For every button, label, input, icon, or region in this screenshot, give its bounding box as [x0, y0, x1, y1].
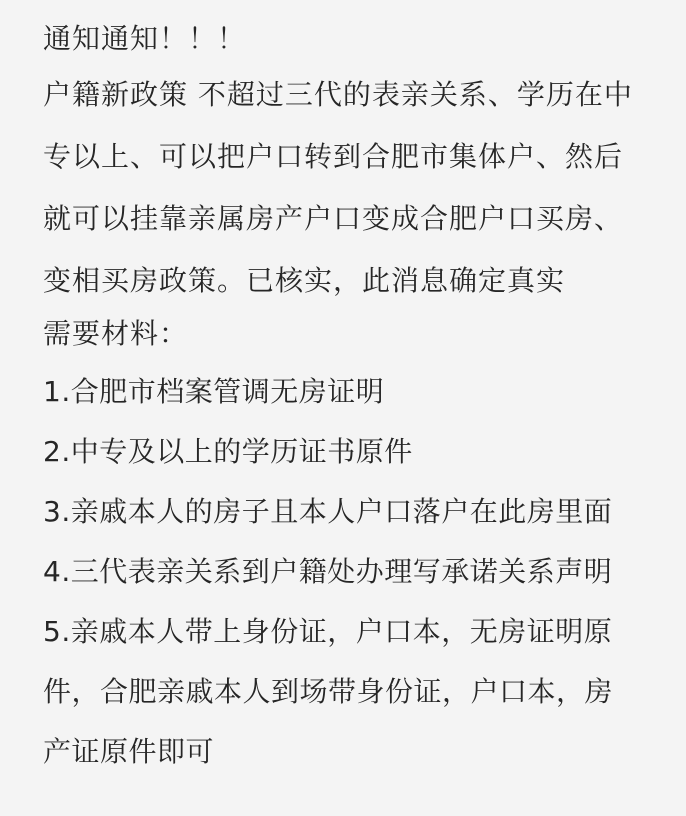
notice-title: 通知通知！！！ [43, 22, 247, 55]
list-item [43, 542, 660, 602]
list-item [43, 422, 660, 482]
list-item-line: 1.合肥市档案管调无房证明 [43, 375, 385, 408]
list-item [43, 482, 660, 542]
list-item [43, 602, 660, 782]
policy-line: 变相买房政策。已核实，此消息确定真实 [43, 264, 566, 297]
list-item [43, 362, 660, 422]
policy-line: 专以上、可以把户口转到合肥市集体户、然后 [43, 140, 624, 173]
list-item-line: 产证原件即可 [43, 735, 215, 768]
list-item-line: 5.亲戚本人带上身份证，户口本，无房证明原 [43, 615, 613, 648]
materials-list [43, 362, 660, 782]
list-item-line: 3.亲戚本人的房子且本人户口落户在此房里面 [43, 495, 613, 528]
list-item-line: 件，合肥亲戚本人到场带身份证，户口本，房 [43, 675, 614, 708]
policy-line: 户籍新政策 不超过三代的表亲关系、学历在中 [43, 78, 633, 111]
policy-line: 就可以挂靠亲属房产户口变成合肥户口买房、 [43, 202, 624, 235]
list-item-line: 4.三代表亲关系到户籍处办理写承诺关系声明 [43, 555, 613, 588]
materials-heading: 需要材料： [43, 317, 189, 350]
list-item-line: 2.中专及以上的学历证书原件 [43, 435, 413, 468]
policy-paragraph [43, 64, 660, 312]
